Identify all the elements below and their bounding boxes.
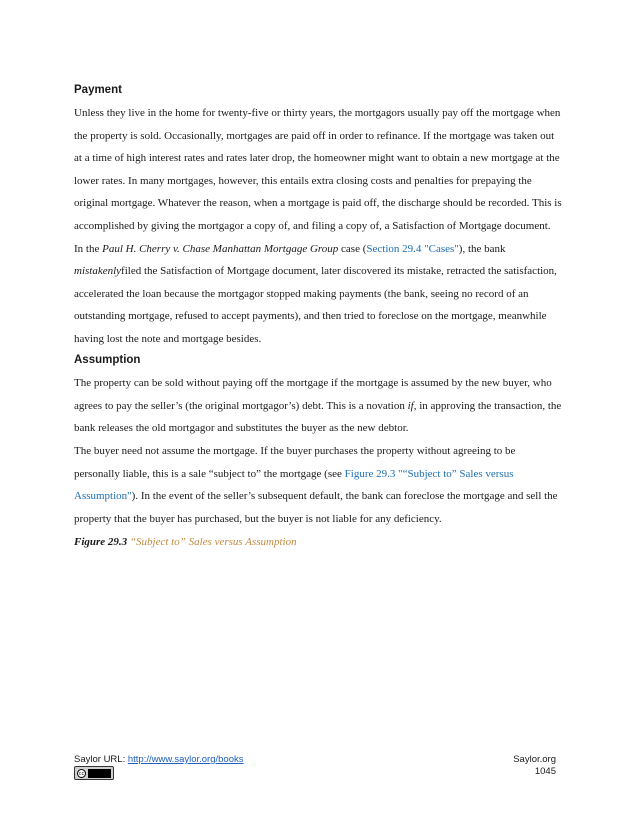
page-number: 1045 [534,766,556,777]
footer-source [74,754,244,766]
figure-caption [74,534,297,550]
assumption-paragraph-1 [74,372,562,440]
if-emphasis: if [407,399,414,412]
assumption-text-a: The property can be sold without paying off the mortgage if the mortgage is assumed by the new buyer, who agrees to pay the seller’s (the original mortgagor’s) debt. This is a novation [74,377,552,412]
payment-paragraph [74,102,562,351]
payment-text-a: Unless they live in the home for twenty-five or thirty years, the mortgagors usually pay off the mortgage when the property is sold. Occasionally, mortgages are paid off in order to refinance. If the mortgage was taken out at a time of high interest rates and rates later drop, the homeowner might want to obtain a new mortgage at the lower rates. In many mortgages, however, this entails extra closing costs and penalties for prepaying the original mortgage. Whatever the reason, when a mortgage is paid off, the discharge should be recorded. This is accomplished by giving the mortgagor a copy of, and filing a copy of, a Satisfaction of Mortgage document. In the [74,107,562,255]
payment-text-d: filed the Satisfaction of Mortgage document, later discovered its mistake, retracted the satisfaction, accelerated the loan because the mortgagor stopped making payments (the bank, seeing no record of an outstanding mortgage, refused to accept payments), and then tried to foreclose on the mortgage, meanwhile having lost the note and mortgage besides. [74,265,557,345]
footer-url-label: Saylor URL: [74,754,128,765]
cc-license-icon[interactable] [74,766,114,780]
payment-text-c: ), the bank [458,242,506,255]
mistakenly-emphasis: mistakenly [74,265,122,278]
assumption2-text-b: ). In the event of the seller’s subsequent default, the bank can foreclose the mortgage and sell the property that the buyer has purchased, but the buyer is not liable for any deficiency. [74,490,558,525]
footer-right [513,754,556,778]
figure-29-3-link[interactable]: Figure 29.3 "“Subject to” Sales versus Assumption" [74,467,514,503]
section-heading-assumption: Assumption [74,354,141,366]
cc-circle-icon: cc [78,770,85,777]
figure-number: Figure 29.3 [74,536,128,548]
figure-title: “Subject to” Sales versus Assumption [129,536,297,548]
assumption-paragraph-2 [74,440,562,530]
payment-text-b: case ( [338,242,367,255]
cc-license-bar [88,769,111,778]
section-29-4-link[interactable]: Section 29.4 "Cases" [366,242,459,255]
section-heading-payment: Payment [74,84,122,96]
case-name: Paul H. Cherry v. Chase Manhattan Mortgage Group [102,242,339,255]
footer-site: Saylor.org [513,754,556,765]
assumption-text-b: , in approving the transaction, the bank releases the old mortgagor and substitutes the buyer as the new debtor. [74,399,562,435]
assumption2-text-a: The buyer need not assume the mortgage. If the buyer purchases the property without agreeing to be personally liable, this is a sale “subject to” the mortgage (see [74,445,516,480]
footer-url-link[interactable]: http://www.saylor.org/books [127,754,244,765]
